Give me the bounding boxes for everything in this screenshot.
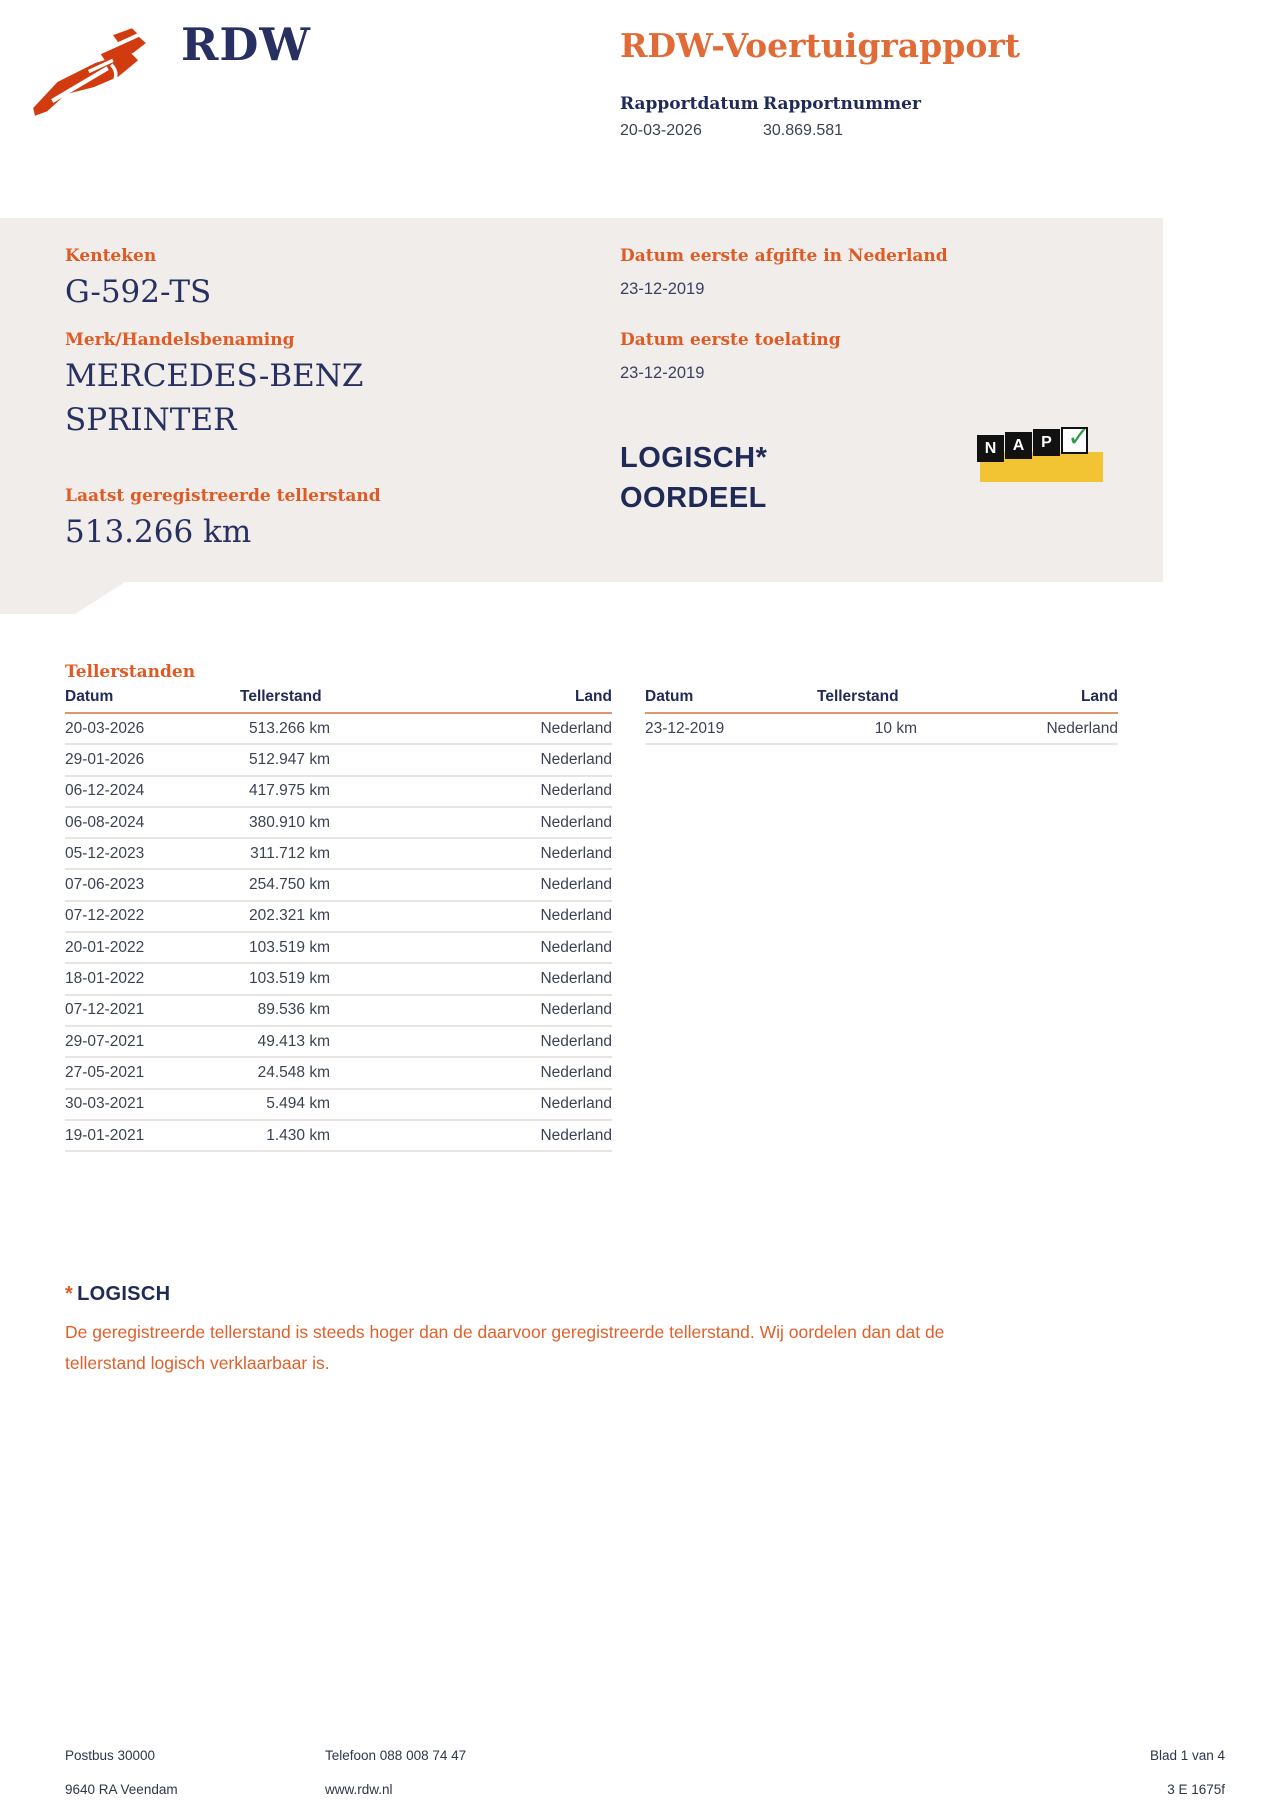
cell-land: Nederland: [540, 813, 612, 831]
cell-datum: 07-12-2022: [65, 907, 145, 925]
cell-datum: 23-12-2019: [645, 719, 725, 737]
kenteken-value: G-592-TS: [65, 274, 212, 310]
afgifte-label: Datum eerste afgifte in Nederland: [620, 246, 948, 266]
table-row: [65, 964, 612, 995]
table-header-row: [645, 688, 1118, 714]
odometer-table-left: [65, 688, 612, 1152]
table-row: [65, 1121, 612, 1152]
cell-land: Nederland: [540, 907, 612, 925]
checkmark-icon: ✓: [1067, 422, 1090, 452]
cell-datum: 07-06-2023: [65, 876, 145, 894]
table-row: [65, 1090, 612, 1121]
table-row: [65, 933, 612, 964]
oordeel-line1: LOGISCH*: [620, 442, 768, 474]
cell-datum: 19-01-2021: [65, 1126, 145, 1144]
cell-land: Nederland: [540, 782, 612, 800]
nap-logo: [975, 422, 1115, 484]
report-number-value: 30.869.581: [763, 122, 844, 139]
footer-address-line2: 9640 RA Veendam: [65, 1782, 178, 1797]
table-body: [645, 714, 1118, 745]
cell-tellerstand: 10 km: [874, 719, 917, 737]
cell-datum: 06-08-2024: [65, 813, 145, 831]
cell-datum: 18-01-2022: [65, 970, 145, 988]
report-number-label: Rapportnummer: [763, 94, 921, 114]
cell-tellerstand: 417.975 km: [249, 782, 330, 800]
column-header-land: Land: [574, 688, 612, 705]
toelating-value: 23-12-2019: [620, 364, 705, 382]
table-row: [65, 902, 612, 933]
cell-tellerstand: 311.712 km: [250, 844, 330, 862]
page-title: RDW-Voertuigrapport: [620, 26, 1020, 65]
oordeel-verdict: [620, 438, 767, 518]
cell-tellerstand: 1.430 km: [266, 1126, 330, 1144]
table-header-row: [65, 688, 612, 714]
rdw-wordmark: RDW: [181, 18, 311, 71]
column-header-land: Land: [1080, 688, 1118, 705]
table-row: [65, 870, 612, 901]
table-row: [65, 714, 612, 745]
cell-land: Nederland: [540, 1095, 612, 1113]
cell-land: Nederland: [540, 1032, 612, 1050]
tellerstanden-section-title: Tellerstanden: [65, 662, 196, 682]
cell-tellerstand: 512.947 km: [249, 750, 330, 768]
table-row: [645, 714, 1118, 745]
cell-land: Nederland: [540, 1001, 612, 1019]
cell-tellerstand: 89.536 km: [257, 1001, 330, 1019]
column-header-tellerstand: Tellerstand: [240, 688, 322, 705]
cell-land: Nederland: [540, 750, 612, 768]
merk-value-line2: SPRINTER: [65, 402, 237, 438]
cell-tellerstand: 103.519 km: [249, 970, 330, 988]
footnote-line1: De geregistreerde tellerstand is steeds hoger dan de daarvoor geregistreerde tellerstand. Wij oordelen dan dat de: [65, 1322, 945, 1342]
logisch-title-text: LOGISCH: [77, 1283, 171, 1305]
cell-datum: 27-05-2021: [65, 1063, 145, 1081]
cell-tellerstand: 254.750 km: [249, 876, 330, 894]
cell-tellerstand: 49.413 km: [257, 1032, 330, 1050]
cell-datum: 05-12-2023: [65, 844, 145, 862]
column-header-datum: Datum: [65, 688, 114, 705]
cell-tellerstand: 380.910 km: [249, 813, 330, 831]
table-row: [65, 745, 612, 776]
toelating-label: Datum eerste toelating: [620, 330, 841, 350]
cell-tellerstand: 5.494 km: [266, 1095, 330, 1113]
cell-land: Nederland: [540, 938, 612, 956]
cell-datum: 07-12-2021: [65, 1001, 145, 1019]
odometer-table-right: [645, 688, 1118, 745]
column-header-tellerstand: Tellerstand: [817, 688, 899, 705]
cell-land: Nederland: [540, 970, 612, 988]
report-date-value: 20-03-2026: [620, 122, 702, 139]
table-body: [65, 714, 612, 1152]
oordeel-line2: OORDEEL: [620, 482, 767, 514]
footer-form-code: 3 E 1675f: [1167, 1782, 1225, 1797]
table-row: [65, 1058, 612, 1089]
logisch-footnote-title: [65, 1283, 170, 1306]
cell-tellerstand: 513.266 km: [249, 719, 330, 737]
merk-label: Merk/Handelsbenaming: [65, 330, 295, 350]
asterisk-mark: *: [65, 1283, 74, 1305]
cell-tellerstand: 24.548 km: [257, 1063, 330, 1081]
cell-land: Nederland: [1046, 719, 1118, 737]
cell-tellerstand: 202.321 km: [249, 907, 330, 925]
nap-letter-n: N: [977, 435, 1004, 462]
kenteken-label: Kenteken: [65, 246, 157, 266]
cell-datum: 20-01-2022: [65, 938, 145, 956]
logisch-footnote-text: [65, 1317, 944, 1379]
afgifte-value: 23-12-2019: [620, 280, 705, 298]
rdw-logo-icon: [28, 26, 158, 118]
nap-check-tile: [1061, 422, 1090, 454]
cell-datum: 06-12-2024: [65, 782, 145, 800]
report-date-label: Rapportdatum: [620, 94, 759, 114]
cell-land: Nederland: [540, 1063, 612, 1081]
cell-datum: 29-01-2026: [65, 750, 145, 768]
tellerstand-label: Laatst geregistreerde tellerstand: [65, 486, 381, 506]
nap-letter-a: A: [1005, 432, 1032, 459]
cell-datum: 20-03-2026: [65, 719, 145, 737]
cell-land: Nederland: [540, 719, 612, 737]
table-row: [65, 839, 612, 870]
footer-website: www.rdw.nl: [325, 1782, 393, 1797]
cell-tellerstand: 103.519 km: [249, 938, 330, 956]
cell-land: Nederland: [540, 876, 612, 894]
cell-land: Nederland: [540, 1126, 612, 1144]
table-row: [65, 1027, 612, 1058]
cell-datum: 29-07-2021: [65, 1032, 145, 1050]
footer-address-line1: Postbus 30000: [65, 1748, 156, 1763]
footnote-line2: tellerstand logisch verklaarbaar is.: [65, 1353, 330, 1373]
table-row: [65, 808, 612, 839]
table-row: [65, 996, 612, 1027]
merk-value-line1: MERCEDES-BENZ: [65, 358, 364, 394]
footer-page-number: Blad 1 van 4: [1149, 1748, 1225, 1763]
cell-datum: 30-03-2021: [65, 1095, 145, 1113]
tellerstand-value: 513.266 km: [65, 514, 252, 550]
column-header-datum: Datum: [645, 688, 694, 705]
footer-phone: Telefoon 088 008 74 47: [325, 1748, 467, 1763]
cell-land: Nederland: [540, 844, 612, 862]
table-row: [65, 777, 612, 808]
nap-letter-p: P: [1033, 429, 1060, 456]
